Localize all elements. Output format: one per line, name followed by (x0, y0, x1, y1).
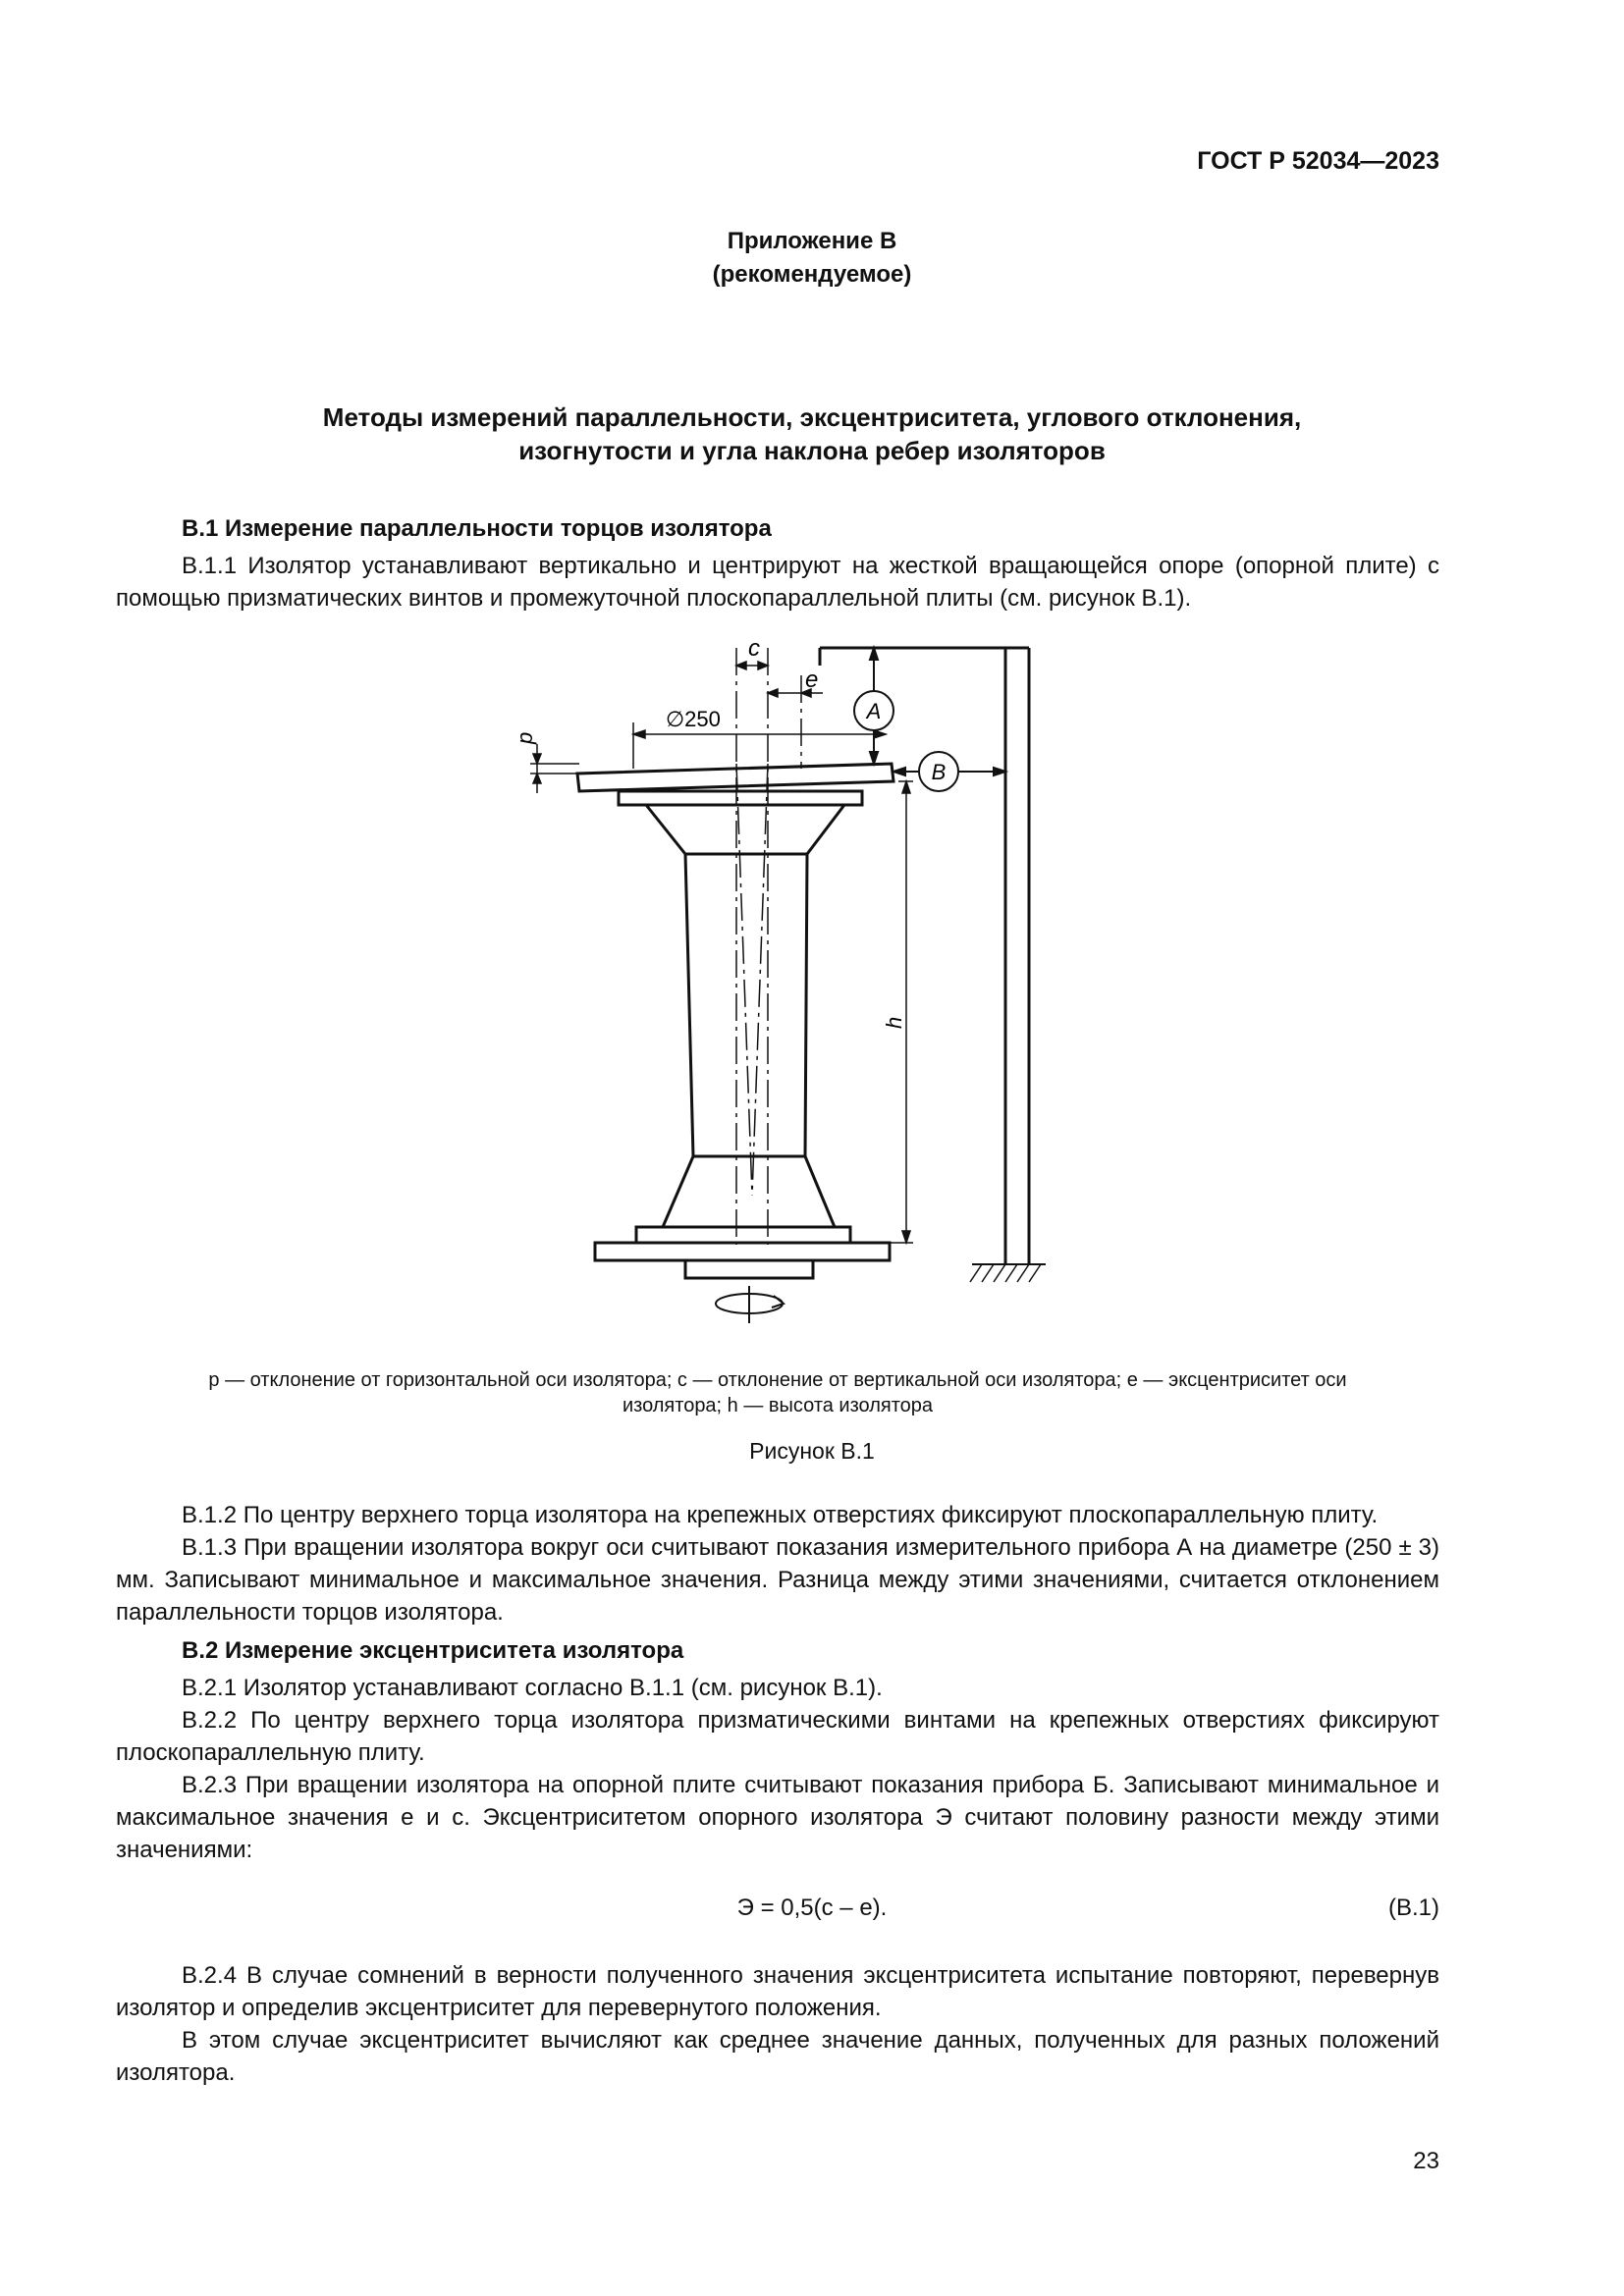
paragraph-b1-1: В.1.1 Изолятор устанавливают вертикально и центрируют на жесткой вращающейся опоре (опорной плите) с помощью призматических винтов и промежуточной плоскопараллельной плиты (см. рисунок В.1). (116, 553, 1439, 612)
paragraph-b1-2: В.1.2 По центру верхнего торца изолятора на крепежных отверстиях фиксируют плоскопараллельную плиту. (182, 1502, 1379, 1528)
insulator-body (685, 854, 807, 1156)
section-b1-heading: В.1 Измерение параллельности торцов изолятора (182, 515, 772, 542)
page-number: 23 (1413, 2148, 1439, 2174)
document-title-line2: изогнутости и угла наклона ребер изоляторов (518, 436, 1106, 465)
label-e: e (805, 667, 819, 693)
paragraph-b2-1: В.2.1 Изолятор устанавливают согласно В.1.1 (см. рисунок В.1). (182, 1675, 883, 1701)
figure-caption-line2: изолятора; h — высота изолятора (622, 1395, 934, 1416)
paragraph-b2-3: В.2.3 При вращении изолятора на опорной плите считывают показания прибора Б. Записывают минимальное и максимальное значения e и c. Эксцентриситетом опорного изолятора Э считают половину разности между этими значениями: (116, 1772, 1439, 1863)
section-b2-heading: В.2 Измерение эксцентриситета изолятора (182, 1637, 684, 1664)
lower-flange (663, 1156, 835, 1227)
label-p: p (513, 731, 537, 744)
dimension-p (530, 744, 579, 793)
figure-b1-diagram (511, 636, 1060, 1343)
rotating-support (685, 1260, 813, 1278)
formula-number: (В.1) (1387, 1895, 1439, 1921)
paragraph-b2-5: В этом случае эксцентриситет вычисляют как среднее значение данных, полученных для разных положений изолятора. (116, 2027, 1439, 2086)
label-h: h (882, 1016, 906, 1029)
stand-arm-left (820, 648, 1005, 1264)
formula-b1: Э = 0,5(c – e). (736, 1895, 888, 1921)
paragraph-b2-2: В.2.2 По центру верхнего торца изолятора призматическими винтами на крепежных отверстиях фиксируют плоскопараллельную плиту. (116, 1707, 1439, 1766)
flange-plate (619, 791, 862, 805)
ground-hatching (970, 1264, 1041, 1282)
label-gauge-b: B (931, 760, 947, 784)
support-plate (595, 1243, 890, 1260)
appendix-title: Приложение В (727, 228, 897, 254)
top-plate (577, 764, 893, 791)
figure-caption-line1: p — отклонение от горизонтальной оси изолятора; c — отклонение от вертикальной оси изолятора; e — эксцентриситет оси (208, 1369, 1347, 1391)
base-flange (636, 1227, 850, 1243)
label-c: c (748, 636, 760, 662)
paragraph-b2-4: В.2.4 В случае сомнений в верности полученного значения эксцентриситета испытание повторяют, перевернув изолятор и определив эксцентриситет для перевернутого положения. (116, 1962, 1439, 2021)
figure-title: Рисунок В.1 (749, 1438, 875, 1464)
standard-code: ГОСТ Р 52034—2023 (1197, 147, 1439, 175)
appendix-status: (рекомендуемое) (712, 261, 912, 288)
document-title-line1: Методы измерений параллельности, эксцентриситета, углового отклонения, (322, 402, 1302, 432)
gauge-b (893, 752, 1005, 791)
paragraph-b1-3: В.1.3 При вращении изолятора вокруг оси считывают показания измерительного прибора А на диаметре (250 ± 3) мм. Записывают минимальное и максимальное значения. Разница между этими значениями, считается отклонением параллельности торцов изолятора. (116, 1534, 1439, 1626)
upper-flange (646, 805, 844, 854)
dimension-c (736, 662, 768, 669)
dimension-h (854, 781, 913, 1243)
label-diameter: ∅250 (666, 707, 721, 731)
label-gauge-a: A (866, 699, 882, 723)
rotation-arrow-icon (716, 1286, 784, 1323)
